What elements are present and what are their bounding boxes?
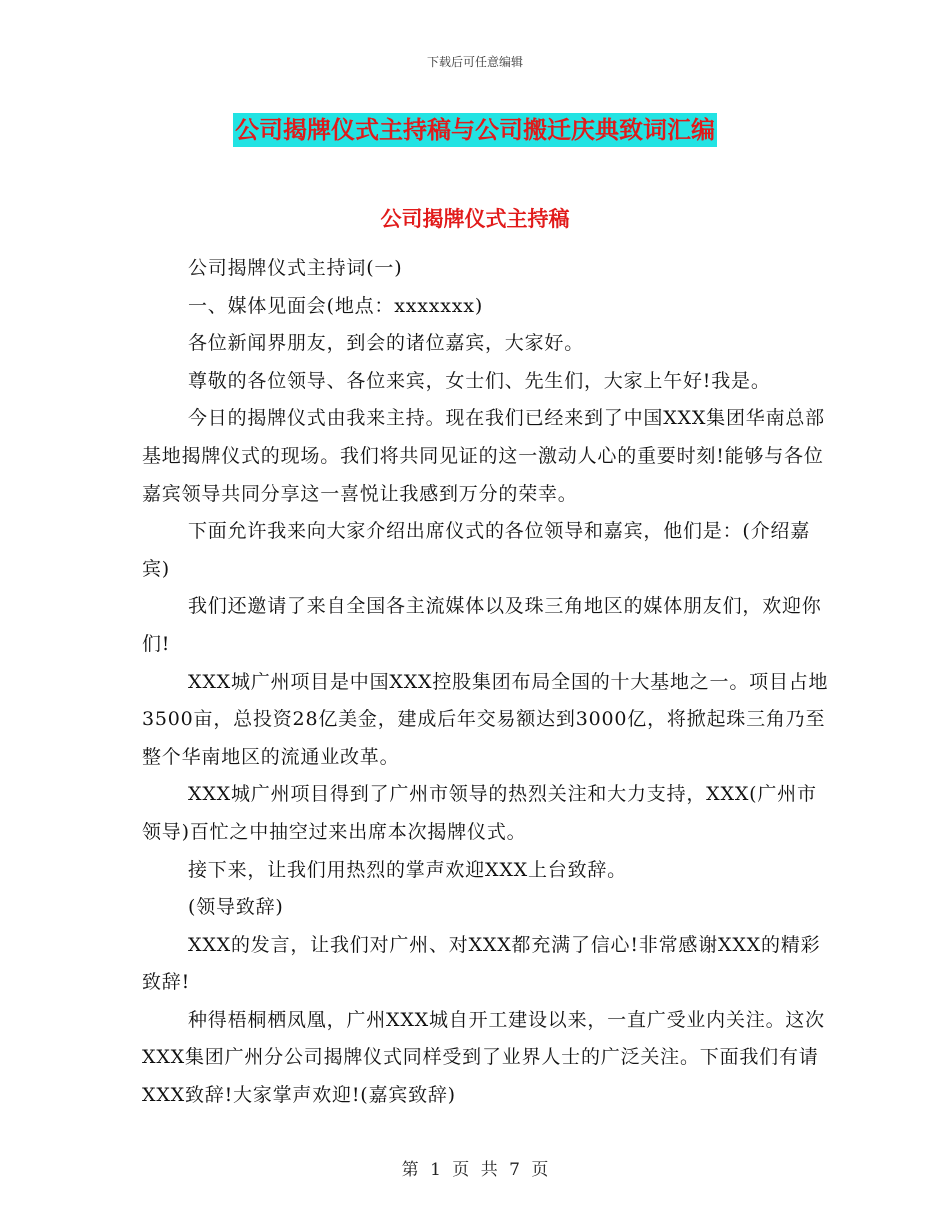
paragraph: 我们还邀请了来自全国各主流媒体以及珠三角地区的媒体朋友们，欢迎你们!: [142, 595, 822, 655]
paragraph: XXX的发言，让我们对广州、对XXX都充满了信心!非常感谢XXX的精彩致辞!: [142, 933, 821, 994]
paragraph: 各位新闻界朋友，到会的诸位嘉宾，大家好。: [188, 332, 585, 355]
section-title: 公司揭牌仪式主持稿: [380, 207, 570, 231]
paragraph: 种得梧桐栖凤凰，广州XXX城自开工建设以来，一直广受业内关注。这次XXX集团广州分公司揭牌仪式同样受到了业界人士的广泛关注。下面我们有请XXX致辞!大家掌声欢迎!(嘉宾致辞): [142, 1008, 825, 1107]
paragraph: XXX城广州项目是中国XXX控股集团布局全国的十大基地之一。项目占地3500亩，总投资28亿美金，建成后年交易额达到3000亿，将掀起珠三角乃至整个华南地区的流通业改革。: [142, 670, 829, 768]
paragraph: 公司揭牌仪式主持词(一): [188, 257, 403, 279]
paragraph: 一、媒体见面会(地点：xxxxxxx): [188, 294, 484, 317]
paragraph: 下面允许我来向大家介绍出席仪式的各位领导和嘉宾，他们是：(介绍嘉宾): [142, 520, 811, 580]
paragraph: (领导致辞): [188, 896, 284, 919]
paragraph: 今日的揭牌仪式由我来主持。现在我们已经来到了中国XXX集团华南总部基地揭牌仪式的现场。我们将共同见证的这一激动人心的重要时刻!能够与各位嘉宾领导共同分享这一喜悦让我感到万分的荣幸。: [142, 407, 825, 505]
page-number-footer: 第 1 页 共 7 页: [401, 1160, 549, 1180]
page-header-note: 下载后可任意编辑: [426, 55, 523, 69]
document-body: [142, 250, 832, 1115]
paragraph: XXX城广州项目得到了广州市领导的热烈关注和大力支持，XXX(广州市领导)百忙之中抽空过来出席本次揭牌仪式。: [142, 783, 817, 843]
paragraph: 尊敬的各位领导、各位来宾，女士们、先生们，大家上午好!我是。: [188, 369, 771, 392]
document-main-title: 公司揭牌仪式主持稿与公司搬迁庆典致词汇编: [233, 113, 717, 147]
paragraph: 接下来，让我们用热烈的掌声欢迎XXX上台致辞。: [188, 858, 627, 881]
main-title-container: [0, 113, 950, 147]
